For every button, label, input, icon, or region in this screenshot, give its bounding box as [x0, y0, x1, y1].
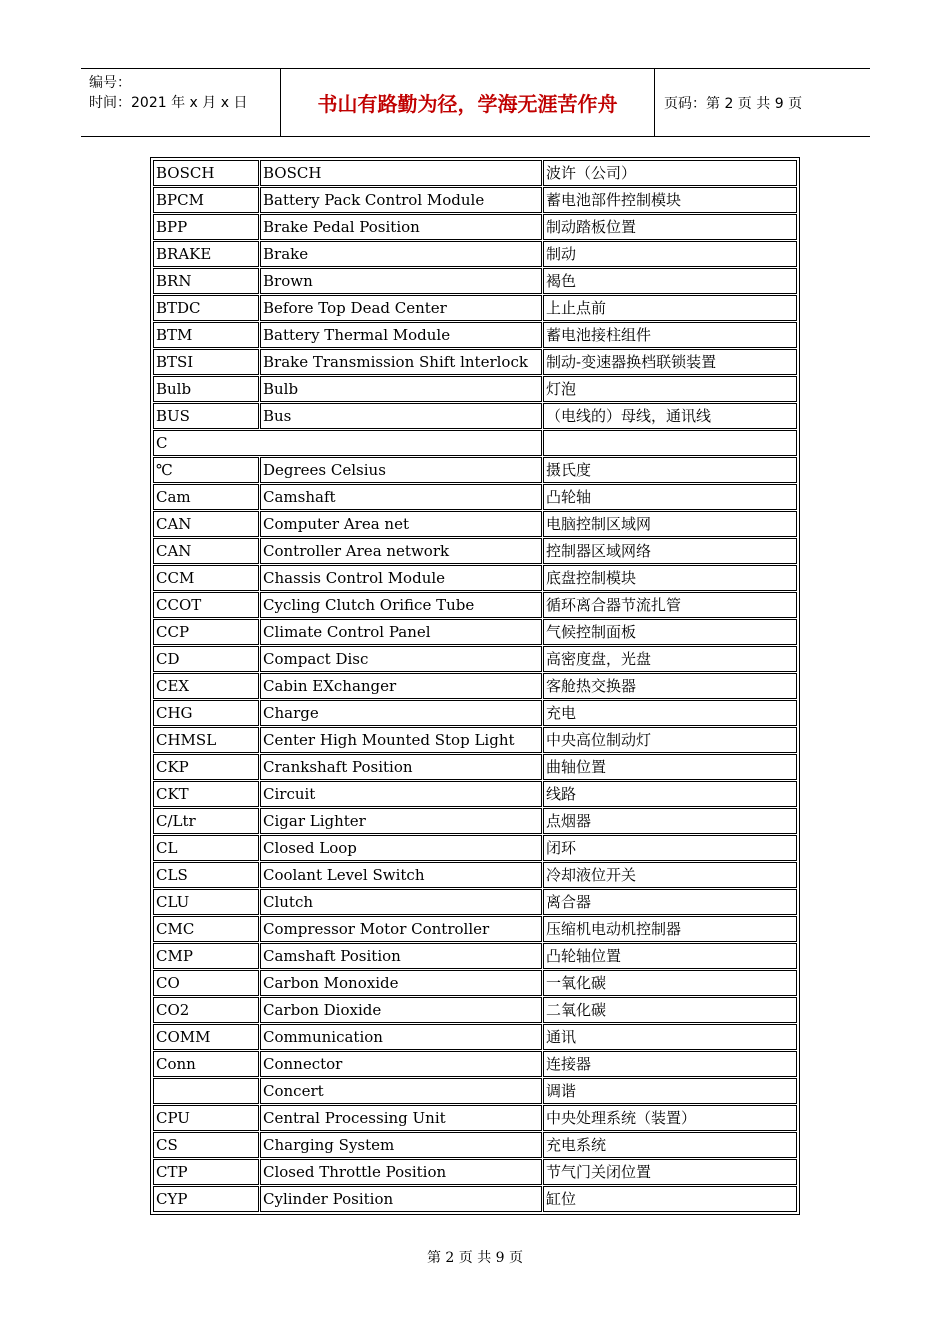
table-row	[153, 916, 797, 942]
abbreviation-cell: BOSCH	[153, 160, 259, 186]
abbreviation-cell: CHMSL	[153, 727, 259, 753]
table-row	[153, 241, 797, 267]
table-row	[153, 349, 797, 375]
page-footer: 第 2 页 共 9 页	[426, 1250, 524, 1266]
glossary-table	[152, 159, 798, 1213]
english-term-cell: Cylinder Position	[260, 1186, 542, 1212]
header-motto: 书山有路勤为径，学海无涯苦作舟	[317, 92, 618, 116]
table-row	[153, 160, 797, 186]
abbreviation-cell: BRN	[153, 268, 259, 294]
chinese-term-cell: 通讯	[543, 1024, 797, 1050]
chinese-term-cell: 控制器区域网络	[543, 538, 797, 564]
abbreviation-cell: BTDC	[153, 295, 259, 321]
chinese-term-cell: 缸位	[543, 1186, 797, 1212]
document-number-label: 编号：	[89, 75, 131, 91]
abbreviation-cell: CCOT	[153, 592, 259, 618]
english-term-cell: Compact Disc	[260, 646, 542, 672]
abbreviation-cell: ℃	[153, 457, 259, 483]
english-term-cell: Camshaft	[260, 484, 542, 510]
document-date-label: 时间：2021 年 x 月 x 日	[89, 95, 248, 111]
english-term-cell: Compressor Motor Controller	[260, 916, 542, 942]
chinese-term-cell	[543, 430, 797, 456]
english-term-cell: Battery Thermal Module	[260, 322, 542, 348]
abbreviation-cell: CAN	[153, 511, 259, 537]
chinese-term-cell: 客舱热交换器	[543, 673, 797, 699]
english-term-cell: Bulb	[260, 376, 542, 402]
english-term-cell: Brake	[260, 241, 542, 267]
table-row	[153, 187, 797, 213]
chinese-term-cell: 底盘控制模块	[543, 565, 797, 591]
chinese-term-cell: 凸轮轴位置	[543, 943, 797, 969]
english-term-cell: Closed Throttle Position	[260, 1159, 542, 1185]
english-term-cell: Carbon Dioxide	[260, 997, 542, 1023]
table-row	[153, 808, 797, 834]
abbreviation-cell: BTM	[153, 322, 259, 348]
abbreviation-cell: BPCM	[153, 187, 259, 213]
english-term-cell: Closed Loop	[260, 835, 542, 861]
english-term-cell: Before Top Dead Center	[260, 295, 542, 321]
english-term-cell: Cabin EXchanger	[260, 673, 542, 699]
chinese-term-cell: 电脑控制区域网	[543, 511, 797, 537]
english-term-cell: Brake Pedal Position	[260, 214, 542, 240]
chinese-term-cell: 充电系统	[543, 1132, 797, 1158]
table-row	[153, 565, 797, 591]
english-term-cell: Charge	[260, 700, 542, 726]
chinese-term-cell: 一氧化碳	[543, 970, 797, 996]
chinese-term-cell: 曲轴位置	[543, 754, 797, 780]
chinese-term-cell: 气候控制面板	[543, 619, 797, 645]
table-row	[153, 1105, 797, 1131]
english-term-cell: Bus	[260, 403, 542, 429]
table-row	[153, 268, 797, 294]
english-term-cell: Brown	[260, 268, 542, 294]
table-row	[153, 727, 797, 753]
english-term-cell: Battery Pack Control Module	[260, 187, 542, 213]
table-row	[153, 943, 797, 969]
table-row	[153, 835, 797, 861]
table-row	[153, 295, 797, 321]
chinese-term-cell: 灯泡	[543, 376, 797, 402]
abbreviation-cell: CS	[153, 1132, 259, 1158]
abbreviation-cell: BRAKE	[153, 241, 259, 267]
chinese-term-cell: 连接器	[543, 1051, 797, 1077]
page-header	[81, 68, 870, 137]
english-term-cell: Cigar Lighter	[260, 808, 542, 834]
abbreviation-cell: CPU	[153, 1105, 259, 1131]
table-row	[153, 619, 797, 645]
chinese-term-cell: 冷却液位开关	[543, 862, 797, 888]
english-term-cell: Chassis Control Module	[260, 565, 542, 591]
chinese-term-cell: 蓄电池接柱组件	[543, 322, 797, 348]
abbreviation-cell: CCP	[153, 619, 259, 645]
table-row	[153, 538, 797, 564]
abbreviation-cell: BPP	[153, 214, 259, 240]
abbreviation-cell: CMP	[153, 943, 259, 969]
english-term-cell: Carbon Monoxide	[260, 970, 542, 996]
english-term-cell: Communication	[260, 1024, 542, 1050]
table-row	[153, 646, 797, 672]
chinese-term-cell: 调谐	[543, 1078, 797, 1104]
table-row	[153, 997, 797, 1023]
chinese-term-cell: 线路	[543, 781, 797, 807]
abbreviation-cell: CD	[153, 646, 259, 672]
table-row	[153, 511, 797, 537]
chinese-term-cell: 闭环	[543, 835, 797, 861]
abbreviation-cell: CLU	[153, 889, 259, 915]
table-row	[153, 673, 797, 699]
table-row	[153, 214, 797, 240]
abbreviation-cell: BUS	[153, 403, 259, 429]
chinese-term-cell: 中央高位制动灯	[543, 727, 797, 753]
abbreviation-cell: CEX	[153, 673, 259, 699]
chinese-term-cell: （电线的）母线，通讯线	[543, 403, 797, 429]
abbreviation-cell: COMM	[153, 1024, 259, 1050]
table-row	[153, 970, 797, 996]
table-row	[153, 889, 797, 915]
chinese-term-cell: 压缩机电动机控制器	[543, 916, 797, 942]
table-row	[153, 1078, 797, 1104]
english-term-cell: Charging System	[260, 1132, 542, 1158]
chinese-term-cell: 褐色	[543, 268, 797, 294]
table-row	[153, 484, 797, 510]
english-term-cell: Connector	[260, 1051, 542, 1077]
table-row	[153, 1024, 797, 1050]
english-term-cell: Climate Control Panel	[260, 619, 542, 645]
chinese-term-cell: 波许（公司）	[543, 160, 797, 186]
section-header-cell: C	[153, 430, 542, 456]
abbreviation-cell: CO2	[153, 997, 259, 1023]
abbreviation-cell: CYP	[153, 1186, 259, 1212]
table-row	[153, 1132, 797, 1158]
abbreviation-cell: CKP	[153, 754, 259, 780]
chinese-term-cell: 离合器	[543, 889, 797, 915]
english-term-cell: Camshaft Position	[260, 943, 542, 969]
abbreviation-cell: CL	[153, 835, 259, 861]
table-row	[153, 1186, 797, 1212]
abbreviation-cell: CHG	[153, 700, 259, 726]
abbreviation-cell: C/Ltr	[153, 808, 259, 834]
english-term-cell: Concert	[260, 1078, 542, 1104]
header-meta-cell	[81, 69, 281, 136]
abbreviation-cell: CMC	[153, 916, 259, 942]
english-term-cell: Controller Area network	[260, 538, 542, 564]
chinese-term-cell: 节气门关闭位置	[543, 1159, 797, 1185]
abbreviation-cell: Bulb	[153, 376, 259, 402]
header-page-info: 页码：第 2 页 共 9 页	[664, 95, 803, 112]
chinese-term-cell: 中央处理系统（装置）	[543, 1105, 797, 1131]
english-term-cell: Cycling Clutch Orifice Tube	[260, 592, 542, 618]
table-row	[153, 781, 797, 807]
english-term-cell: BOSCH	[260, 160, 542, 186]
abbreviation-cell: CO	[153, 970, 259, 996]
abbreviation-cell: BTSI	[153, 349, 259, 375]
table-row	[153, 1159, 797, 1185]
chinese-term-cell: 制动-变速器换档联锁装置	[543, 349, 797, 375]
english-term-cell: Crankshaft Position	[260, 754, 542, 780]
chinese-term-cell: 点烟器	[543, 808, 797, 834]
english-term-cell: Center High Mounted Stop Light	[260, 727, 542, 753]
chinese-term-cell: 制动踏板位置	[543, 214, 797, 240]
english-term-cell: Clutch	[260, 889, 542, 915]
english-term-cell: Brake Transmission Shift lnterlock	[260, 349, 542, 375]
abbreviation-cell: CAN	[153, 538, 259, 564]
table-row	[153, 1051, 797, 1077]
table-row	[153, 322, 797, 348]
abbreviation-cell: Cam	[153, 484, 259, 510]
abbreviation-cell	[153, 1078, 259, 1104]
chinese-term-cell: 充电	[543, 700, 797, 726]
abbreviation-cell: Conn	[153, 1051, 259, 1077]
abbreviation-cell: CLS	[153, 862, 259, 888]
chinese-term-cell: 摄氏度	[543, 457, 797, 483]
chinese-term-cell: 高密度盘，光盘	[543, 646, 797, 672]
glossary-table-frame	[150, 157, 800, 1215]
table-row	[153, 862, 797, 888]
abbreviation-cell: CTP	[153, 1159, 259, 1185]
table-row	[153, 430, 797, 456]
chinese-term-cell: 凸轮轴	[543, 484, 797, 510]
abbreviation-cell: CCM	[153, 565, 259, 591]
header-page-cell	[655, 69, 870, 136]
table-row	[153, 592, 797, 618]
chinese-term-cell: 上止点前	[543, 295, 797, 321]
abbreviation-cell: CKT	[153, 781, 259, 807]
header-motto-cell	[281, 69, 655, 136]
chinese-term-cell: 循环离合器节流扎管	[543, 592, 797, 618]
table-row	[153, 376, 797, 402]
table-row	[153, 754, 797, 780]
english-term-cell: Degrees Celsius	[260, 457, 542, 483]
table-row	[153, 700, 797, 726]
chinese-term-cell: 蓄电池部件控制模块	[543, 187, 797, 213]
table-row	[153, 403, 797, 429]
english-term-cell: Computer Area net	[260, 511, 542, 537]
english-term-cell: Circuit	[260, 781, 542, 807]
chinese-term-cell: 二氧化碳	[543, 997, 797, 1023]
glossary-table-body	[153, 160, 797, 1212]
chinese-term-cell: 制动	[543, 241, 797, 267]
english-term-cell: Coolant Level Switch	[260, 862, 542, 888]
english-term-cell: Central Processing Unit	[260, 1105, 542, 1131]
table-row	[153, 457, 797, 483]
